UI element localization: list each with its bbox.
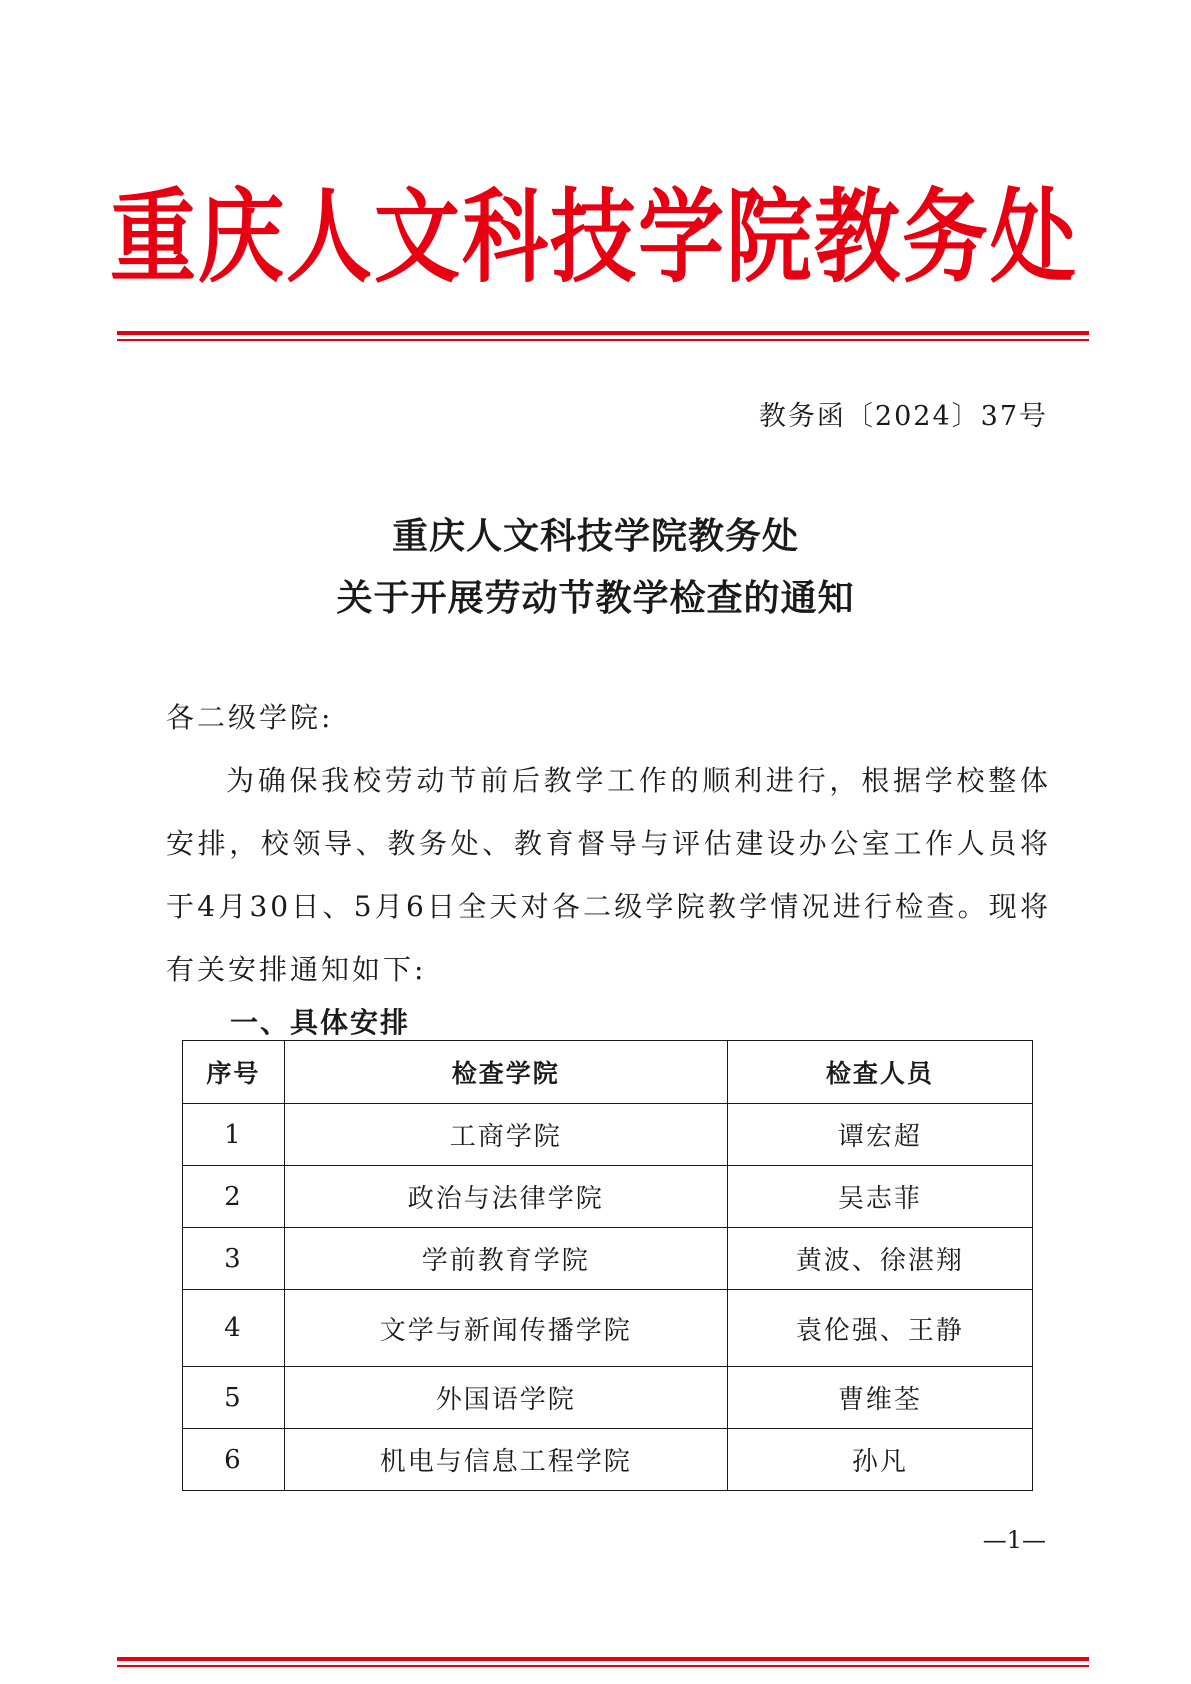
row-college: 外国语学院 — [284, 1367, 727, 1429]
row-no: 4 — [183, 1290, 285, 1367]
table-row — [183, 1228, 1033, 1290]
row-staff: 谭宏超 — [727, 1104, 1032, 1166]
body-paragraph: 为确保我校劳动节前后教学工作的顺利进行，根据学校整体安排，校领导、教务处、教育督导与评估建设办公室工作人员将于4月30日、5月6日全天对各二级学院教学情况进行检查。现将有关安排通知如下: — [166, 764, 1051, 986]
row-college: 工商学院 — [284, 1104, 727, 1166]
page-number: —1— — [982, 1526, 1046, 1554]
row-staff: 曹维荃 — [727, 1367, 1032, 1429]
row-staff: 孙凡 — [727, 1429, 1032, 1491]
inspection-schedule-table — [182, 1040, 1033, 1491]
row-no: 3 — [183, 1228, 285, 1290]
letterhead-red-rule-thin — [117, 339, 1089, 341]
row-no: 2 — [183, 1166, 285, 1228]
row-staff: 吴志菲 — [727, 1166, 1032, 1228]
footer-red-rule-thick — [117, 1657, 1089, 1661]
table-row — [183, 1104, 1033, 1166]
header-staff: 检查人员 — [727, 1041, 1032, 1104]
section-heading: 一、具体安排 — [230, 1006, 411, 1039]
table-row — [183, 1166, 1033, 1228]
row-college: 政治与法律学院 — [284, 1166, 727, 1228]
row-staff: 袁伦强、王静 — [727, 1290, 1032, 1367]
table-row — [183, 1367, 1033, 1429]
table-header-row — [183, 1041, 1033, 1104]
header-no: 序号 — [183, 1041, 285, 1104]
table-row — [183, 1429, 1033, 1491]
header-college: 检查学院 — [284, 1041, 727, 1104]
row-college: 学前教育学院 — [284, 1228, 727, 1290]
footer-red-rule-thin — [117, 1665, 1089, 1667]
notice-title-line-2: 关于开展劳动节教学检查的通知 — [336, 578, 855, 619]
row-no: 6 — [183, 1429, 285, 1491]
row-staff: 黄波、徐湛翔 — [727, 1228, 1032, 1290]
letterhead-red-rule-thick — [117, 331, 1089, 335]
letterhead-title: 重庆人文科技学院教务处 — [110, 178, 1078, 298]
salutation: 各二级学院: — [166, 701, 334, 734]
document-number: 教务函〔2024〕37号 — [758, 401, 1048, 432]
row-no: 5 — [183, 1367, 285, 1429]
row-college: 机电与信息工程学院 — [284, 1429, 727, 1491]
table-row — [183, 1290, 1033, 1367]
row-no: 1 — [183, 1104, 285, 1166]
notice-title-line-1: 重庆人文科技学院教务处 — [391, 516, 799, 557]
row-college: 文学与新闻传播学院 — [284, 1290, 727, 1367]
